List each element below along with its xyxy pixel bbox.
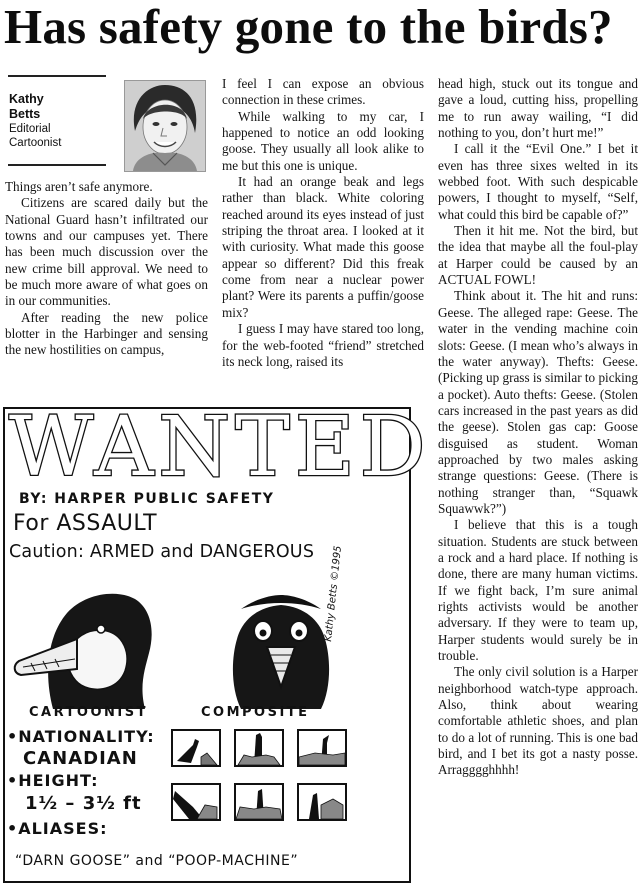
paragraph: Things aren’t safe anymore.	[5, 179, 153, 194]
article-column-1	[5, 179, 208, 359]
paragraph: The only civil solution is a Harper neighborhood watch-type approach. Also, think about wearing comfortable athletic shoes, and plan to do a lot of running. This is one bad bird, and I bet its got a nasty posse. Arragggghhhh!	[438, 664, 638, 778]
goose-profile-icon	[15, 594, 152, 709]
wanted-poster-cartoon	[3, 400, 431, 883]
cartoonist-signature: Kathy Betts ©1995	[323, 545, 345, 643]
poster-by-line: BY: HARPER PUBLIC SAFETY	[19, 491, 275, 507]
byline-role-line1: Editorial	[9, 123, 51, 135]
comic-panel	[234, 729, 284, 767]
comic-panel	[297, 729, 347, 767]
comic-panel	[171, 729, 221, 767]
paragraph: I call it the “Evil One.” I bet it even has three sixes welted in its webbed foot. With such despicable powers, I thought to myself, “Self, what could this bird be capable of?”	[438, 141, 638, 222]
nationality-label: •NATIONALITY:	[7, 727, 155, 746]
comic-panel	[171, 783, 221, 821]
paragraph: While walking to my car, I happened to notice an odd looking goose. They usually all look alike to me but this one is unique.	[222, 108, 424, 173]
headline: Has safety gone to the birds?	[4, 0, 613, 54]
paragraph: Then it hit me. Not the bird, but the idea that maybe all the foul-play at Harper could be caused by an ACTUAL FOWL!	[438, 223, 638, 288]
byline-last-name: Betts	[9, 107, 41, 121]
paragraph: Citizens are scared daily but the National Guard hasn’t infiltrated our towns and our campuses yet. There has been much discussion over the new crime bill approval. We need to be much more aware of what goes on in our communities.	[5, 195, 208, 309]
paragraph: I believe that this is a tough situation. Students are stuck between a rock and a hard place. If nothing is done, there are many human victims. If we fight back, I’m sure animal rights activists would be another adversary. If they were to team up, Harper students would surely be in trouble.	[438, 517, 638, 664]
label-composite: COMPOSITE	[201, 705, 310, 720]
article-column-2	[222, 76, 424, 370]
label-cartoonist: CARTOONIST	[29, 705, 148, 720]
author-portrait-icon	[125, 81, 205, 171]
goose-sketches	[5, 569, 409, 709]
paragraph: It had an orange beak and legs rather than black. White coloring reached around its eyes instead of just striping the throat area. I looked at it with curiosity. What made this goose appear so different? Did this freak come from near a nuclear power plant? Were its parents a puffin/goose mix?	[222, 174, 424, 320]
byline-rule-top	[8, 75, 106, 77]
byline-rule-bottom	[8, 164, 106, 166]
height-value: 1½ – 3½ ft	[25, 793, 142, 814]
paragraph: I feel I can expose an obvious connection in these crimes.	[222, 76, 424, 108]
goose-front-view-icon	[233, 595, 329, 709]
aliases-value: “DARN GOOSE” and “POOP-MACHINE”	[15, 853, 299, 869]
byline-role-line2: Cartoonist	[9, 137, 62, 149]
paragraph: head high, stuck out its tongue and gave a loud, cutting hiss, propelling me to run away wailing, “I did nothing to you, don’t hurt me!”	[438, 76, 638, 141]
comic-panel	[234, 783, 284, 821]
nationality-value: CANADIAN	[23, 748, 138, 769]
article-column-3	[438, 76, 638, 779]
byline-first-name: Kathy	[9, 92, 44, 106]
author-photo	[124, 80, 206, 172]
paragraph: After reading the new police blotter in the Harbinger and sensing the new hostilities on campus,	[5, 309, 208, 358]
paragraph: Think about it. The hit and runs: Geese. The alleged rape: Geese. The water in the vending machine coin slots: Geese. (I mean who’s always in the water anyway). Thefts: Geese. (Picking up grass is similar to picking a pocket). Auto thefts: Geese. (Stolen cars increased in the past years as did the geese). Stolen gas cap: Goose disguised as student. Woman approached by two males asking strange questions: Geese. (There is nothing stranger than, “Squawk Squawwk?”)	[438, 288, 638, 516]
paragraph: I guess I may have stared too long, for the web-footed “friend” stretched its neck long, raised its	[222, 321, 424, 369]
height-label: •HEIGHT:	[7, 771, 99, 790]
poster-caution-line: Caution: ARMED and DANGEROUS	[9, 542, 315, 562]
comic-panel	[297, 783, 347, 821]
aliases-label: •ALIASES:	[7, 819, 108, 838]
poster-title: WANTED	[9, 400, 431, 495]
poster-for-line: For ASSAULT	[13, 511, 158, 536]
byline	[9, 92, 107, 150]
